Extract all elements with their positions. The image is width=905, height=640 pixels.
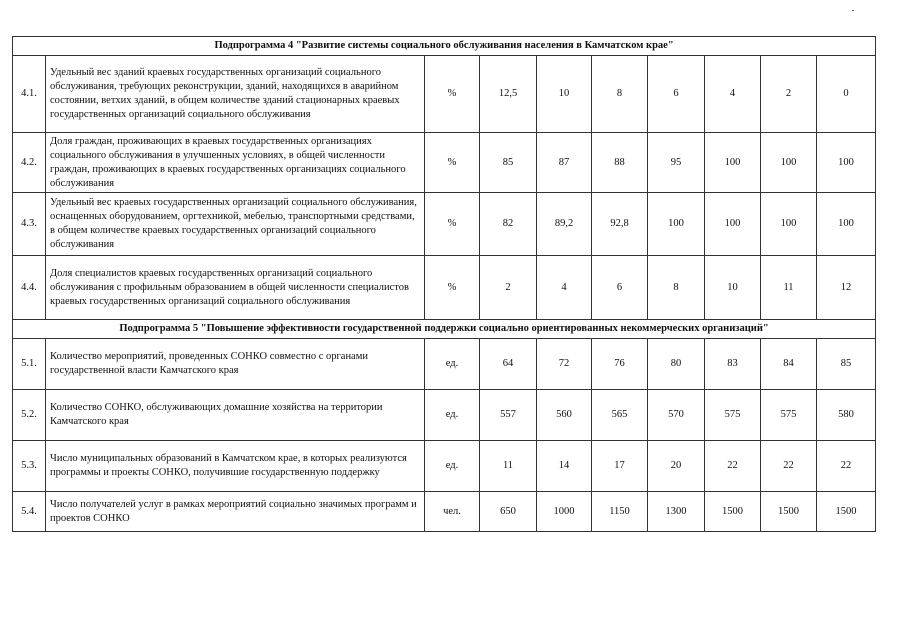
indicator-value: 0 [817,56,876,133]
section-title: Подпрограмма 5 "Повышение эффективности государственной поддержки социально ориентированных некоммерческих организаций" [13,320,876,339]
indicator-value: 95 [648,133,705,193]
indicator-value: 575 [705,390,761,441]
indicator-value: 1300 [648,492,705,532]
indicator-value: 100 [705,193,761,256]
row-number: 4.3. [13,193,46,256]
indicator-value: 10 [537,56,592,133]
table-row [13,492,876,532]
indicator-description: Удельный вес краевых государственных организаций социального обслуживания, оснащенных оборудованием, оргтехникой, мебелью, транспортными средствами, в общем количестве краевых государственных организаций социального обслуживания [46,193,425,256]
indicator-value: 6 [648,56,705,133]
indicator-value: 22 [705,441,761,492]
indicator-value: 22 [761,441,817,492]
table-row [13,256,876,320]
table-row [13,133,876,193]
indicator-value: 560 [537,390,592,441]
row-number: 5.3. [13,441,46,492]
indicator-description: Удельный вес зданий краевых государственных организаций социального обслуживания, требующих реконструкции, зданий, находящихся в аварийном состоянии, ветхих зданий, в общем количестве зданий стационарных краевых государственных организаций социального обслуживания [46,56,425,133]
indicator-value: 12 [817,256,876,320]
indicator-value: 12,5 [480,56,537,133]
indicator-value: 565 [592,390,648,441]
indicator-description: Число муниципальных образований в Камчатском крае, в которых реализуются программы и проекты СОНКО, получившие государственную поддержку [46,441,425,492]
indicator-value: 8 [592,56,648,133]
indicator-value: 83 [705,339,761,390]
indicators-table [12,36,876,532]
unit-of-measure: % [425,56,480,133]
section-title: Подпрограмма 4 "Развитие системы социального обслуживания населения в Камчатском крае" [13,37,876,56]
indicator-value: 557 [480,390,537,441]
indicator-value: 20 [648,441,705,492]
indicator-value: 2 [480,256,537,320]
unit-of-measure: чел. [425,492,480,532]
indicator-value: 100 [817,133,876,193]
indicator-value: 1500 [705,492,761,532]
indicator-description: Доля специалистов краевых государственных организаций социального обслуживания с профильным образованием в общей численности специалистов краевых государственных организаций социального обслуживания [46,256,425,320]
indicator-value: 575 [761,390,817,441]
indicator-value: 22 [817,441,876,492]
section-header-row [13,37,876,56]
indicator-value: 6 [592,256,648,320]
table-body [13,37,876,532]
indicator-value: 4 [537,256,592,320]
indicator-value: 100 [705,133,761,193]
indicator-description: Количество СОНКО, обслуживающих домашние хозяйства на территории Камчатского края [46,390,425,441]
indicator-value: 72 [537,339,592,390]
indicator-value: 100 [648,193,705,256]
indicator-value: 87 [537,133,592,193]
unit-of-measure: % [425,193,480,256]
indicator-value: 11 [480,441,537,492]
scan-speck [852,10,854,11]
indicator-value: 84 [761,339,817,390]
table-row [13,339,876,390]
indicator-value: 1500 [761,492,817,532]
row-number: 5.4. [13,492,46,532]
indicator-value: 85 [480,133,537,193]
row-number: 5.1. [13,339,46,390]
indicator-value: 570 [648,390,705,441]
indicator-value: 4 [705,56,761,133]
indicator-description: Количество мероприятий, проведенных СОНКО совместно с органами государственной власти Камчатского края [46,339,425,390]
indicator-value: 8 [648,256,705,320]
indicator-value: 100 [761,133,817,193]
indicator-value: 92,8 [592,193,648,256]
indicator-value: 80 [648,339,705,390]
indicator-value: 10 [705,256,761,320]
indicator-value: 14 [537,441,592,492]
table-row [13,193,876,256]
table-row [13,441,876,492]
indicator-value: 11 [761,256,817,320]
row-number: 5.2. [13,390,46,441]
indicator-value: 1150 [592,492,648,532]
table-row [13,390,876,441]
section-header-row [13,320,876,339]
indicator-description: Число получателей услуг в рамках мероприятий социально значимых программ и проектов СОНКО [46,492,425,532]
indicator-value: 89,2 [537,193,592,256]
indicator-value: 100 [761,193,817,256]
indicator-description: Доля граждан, проживающих в краевых государственных организациях социального обслуживания в улучшенных условиях, в общей численности граждан, проживающих в краевых государственных организациях социального обслуживания [46,133,425,193]
unit-of-measure: ед. [425,441,480,492]
row-number: 4.4. [13,256,46,320]
unit-of-measure: ед. [425,390,480,441]
indicator-value: 17 [592,441,648,492]
indicator-value: 2 [761,56,817,133]
indicator-value: 1000 [537,492,592,532]
indicator-value: 64 [480,339,537,390]
indicator-value: 100 [817,193,876,256]
unit-of-measure: % [425,133,480,193]
table-row [13,56,876,133]
indicator-value: 1500 [817,492,876,532]
indicator-value: 650 [480,492,537,532]
row-number: 4.2. [13,133,46,193]
indicator-value: 88 [592,133,648,193]
indicator-value: 82 [480,193,537,256]
indicator-value: 580 [817,390,876,441]
row-number: 4.1. [13,56,46,133]
unit-of-measure: % [425,256,480,320]
unit-of-measure: ед. [425,339,480,390]
indicator-value: 85 [817,339,876,390]
indicator-value: 76 [592,339,648,390]
